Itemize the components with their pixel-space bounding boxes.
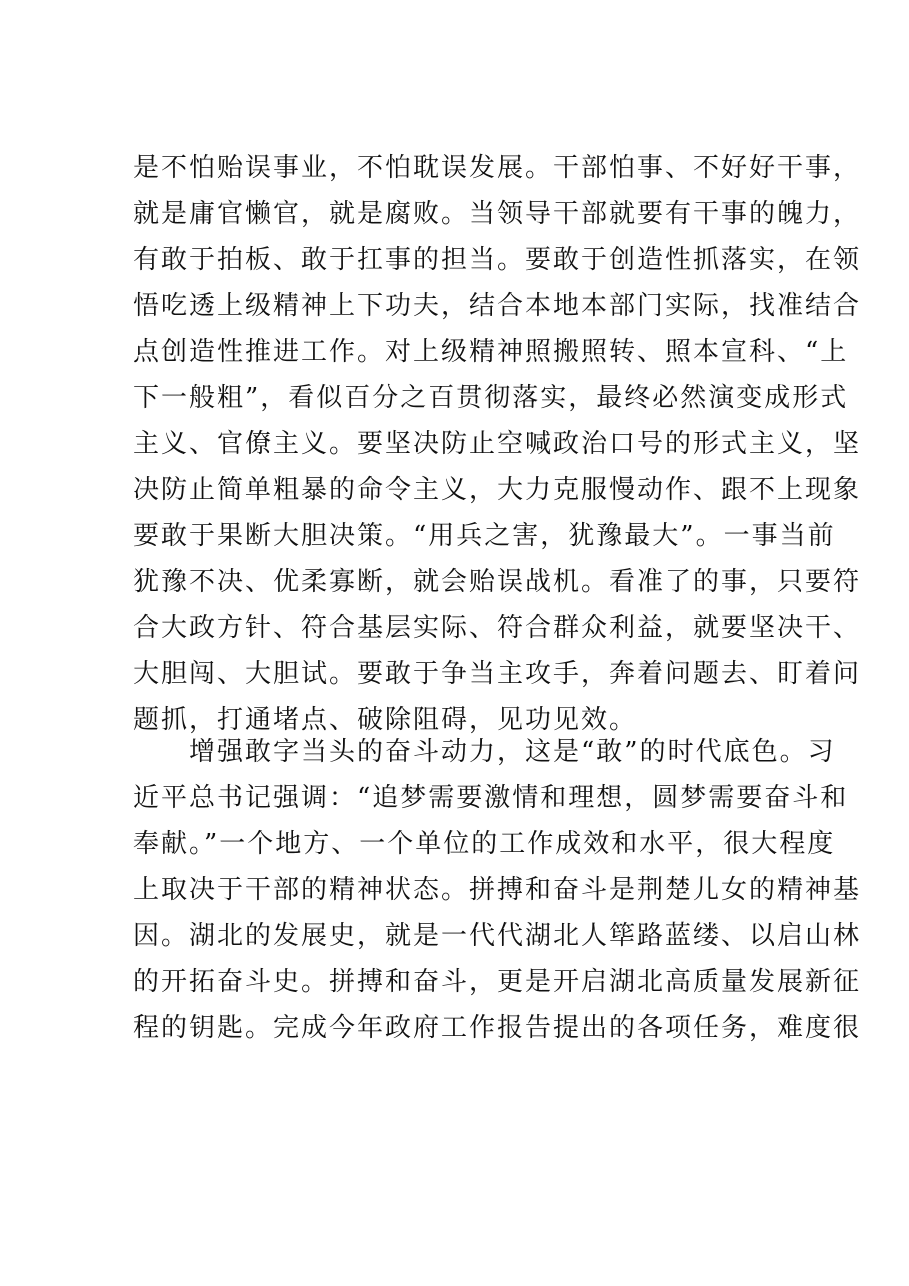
paragraph-1 <box>133 145 862 743</box>
paragraph-2-line: 奉献。”一个地方、一个单位的工作成效和水平，很大程度 <box>133 829 836 859</box>
paragraph-2-line: 程的钥匙。完成今年政府工作报告提出的各项任务，难度很 <box>133 1013 862 1043</box>
paragraph-1-line: 就是庸官懒官，就是腐败。当领导干部就要有干事的魄力， <box>133 199 862 229</box>
paragraph-1-line: 要敢于果断大胆决策。“用兵之害，犹豫最大”。一事当前 <box>133 521 836 551</box>
paragraph-1-line: 是不怕贻误事业，不怕耽误发展。干部怕事、不好好干事， <box>133 153 862 183</box>
paragraph-1-line: 决防止简单粗暴的命令主义，大力克服慢动作、跟不上现象 <box>133 475 862 505</box>
paragraph-1-line: 有敢于拍板、敢于扛事的担当。要敢于创造性抓落实，在领 <box>133 245 862 275</box>
paragraph-1-line: 犹豫不决、优柔寡断，就会贻误战机。看准了的事，只要符 <box>133 567 862 597</box>
paragraph-1-line: 主义、官僚主义。要坚决防止空喊政治口号的形式主义，坚 <box>133 429 862 459</box>
paragraph-1-line: 题抓，打通堵点、破除阻碍，见功见效。 <box>133 705 638 735</box>
paragraph-1-line: 点创造性推进工作。对上级精神照搬照转、照本宣科、“上 <box>133 337 849 367</box>
paragraph-1-line: 大胆闯、大胆试。要敢于争当主攻手，奔着问题去、盯着问 <box>133 659 862 689</box>
paragraph-2-line: 因。湖北的发展史，就是一代代湖北人筚路蓝缕、以启山林 <box>133 921 862 951</box>
paragraph-1-line: 下一般粗”，看似百分之百贯彻落实，最终必然演变成形式 <box>133 383 849 413</box>
paragraph-2-line: 上取决于干部的精神状态。拼搏和奋斗是荆楚儿女的精神基 <box>133 875 862 905</box>
paragraph-2-line: 近平总书记强调：“追梦需要激情和理想，圆梦需要奋斗和 <box>133 783 849 813</box>
paragraph-2-line: 增强敢字当头的奋斗动力，这是“敢”的时代底色。习 <box>133 737 836 767</box>
paragraph-1-line: 悟吃透上级精神上下功夫，结合本地本部门实际，找准结合 <box>133 291 862 321</box>
paragraph-2-line: 的开拓奋斗史。拼搏和奋斗，更是开启湖北高质量发展新征 <box>133 967 862 997</box>
paragraph-1-line: 合大政方针、符合基层实际、符合群众利益，就要坚决干、 <box>133 613 862 643</box>
paragraph-2 <box>133 729 862 1051</box>
